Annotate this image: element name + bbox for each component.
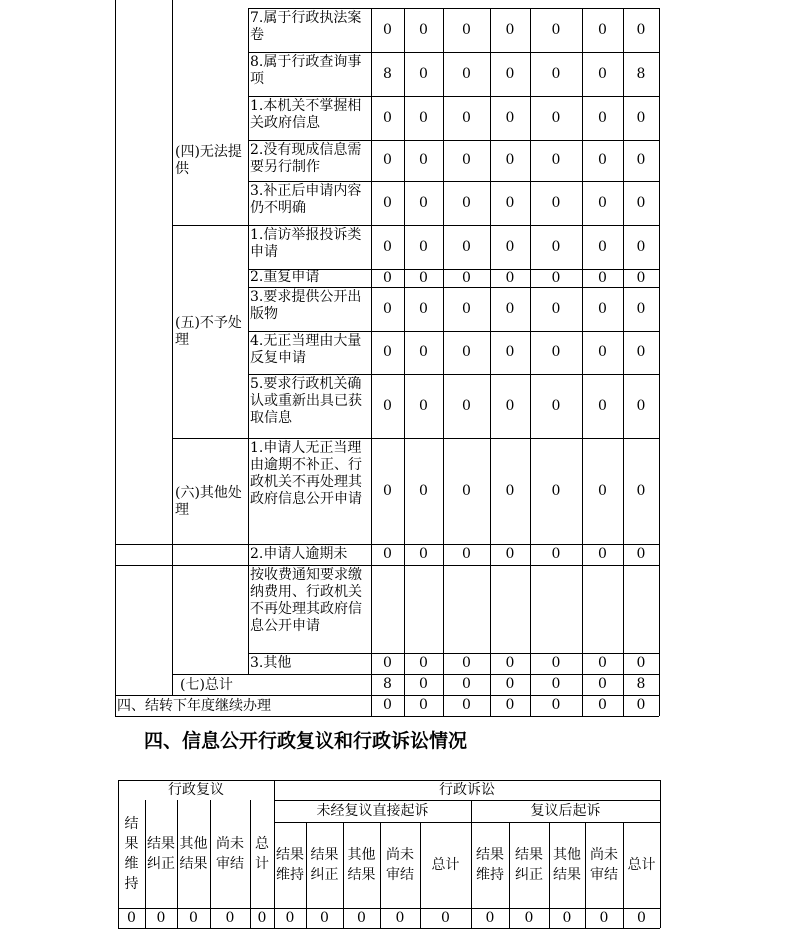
value-cell <box>582 565 623 653</box>
value-cell: 0 <box>383 300 392 317</box>
value-cell: 0 <box>598 344 607 360</box>
value-cell: 0 <box>383 697 392 713</box>
value-cell: 0 <box>505 194 515 211</box>
value-cell: 0 <box>598 546 607 562</box>
reconsideration-col-header: 尚未审结 <box>216 836 244 872</box>
direct-suit-col-header: 总计 <box>431 857 460 873</box>
value-cell: 0 <box>505 65 515 82</box>
direct-suit-col-header: 其他结果 <box>347 847 376 883</box>
value-cell <box>490 565 530 653</box>
grid-line <box>115 0 116 565</box>
value-cell: 0 <box>419 397 428 414</box>
value-cell: 0 <box>383 482 392 499</box>
value-cell: 0 <box>383 194 392 211</box>
value-cell: 0 <box>383 655 392 671</box>
value-cell: 0 <box>383 546 392 562</box>
row-label: (七)总计 <box>180 676 233 693</box>
value-cell: 0 <box>551 109 561 126</box>
group-label: (六)其他处理 <box>175 484 242 518</box>
value-cell: 0 <box>551 194 561 211</box>
value-cell: 0 <box>462 482 471 499</box>
value-cell: 0 <box>127 909 136 926</box>
value-cell: 0 <box>225 909 235 926</box>
value-cell: 0 <box>551 697 561 713</box>
value-cell: 0 <box>598 65 607 82</box>
value-cell <box>530 565 582 653</box>
value-cell: 0 <box>551 300 561 317</box>
after-review-col-header: 结果维持 <box>476 847 504 883</box>
after-review-col-header: 尚未审结 <box>590 847 618 883</box>
row-label: 4.无正当理由大量反复申请 <box>250 333 362 366</box>
value-cell: 0 <box>551 655 561 671</box>
direct-suit-col-header: 结果维持 <box>276 847 304 883</box>
value-cell: 0 <box>598 269 607 286</box>
value-cell: 0 <box>598 152 607 168</box>
row-label: 7.属于行政执法案卷 <box>250 10 362 43</box>
grid-line <box>118 928 660 929</box>
value-cell: 0 <box>462 194 471 211</box>
grid-line <box>659 565 660 716</box>
value-cell: 0 <box>462 109 471 126</box>
value-cell: 0 <box>419 238 428 255</box>
value-cell: 0 <box>505 238 515 255</box>
value-cell: 8 <box>383 676 392 692</box>
value-cell: 0 <box>505 344 515 360</box>
value-cell: 0 <box>598 194 607 211</box>
value-cell: 0 <box>551 397 561 414</box>
value-cell: 0 <box>383 109 392 126</box>
value-cell: 0 <box>383 152 392 168</box>
value-cell <box>443 565 490 653</box>
value-cell: 0 <box>637 909 646 926</box>
after-review-col-header: 结果纠正 <box>515 847 543 883</box>
value-cell: 0 <box>551 238 561 255</box>
value-cell: 0 <box>485 909 495 926</box>
value-cell: 0 <box>419 194 428 211</box>
value-cell: 8 <box>383 65 392 82</box>
value-cell: 0 <box>462 344 471 360</box>
direct-suit-col-header: 结果纠正 <box>310 847 339 883</box>
value-cell: 0 <box>636 269 646 286</box>
value-cell: 0 <box>551 344 561 360</box>
row-label: 按收费通知要求缴纳费用、行政机关不再处理其政府信息公开申请 <box>250 567 362 634</box>
value-cell: 0 <box>419 65 428 82</box>
value-cell: 0 <box>383 397 392 414</box>
value-cell: 0 <box>598 676 607 692</box>
row-label: 2.没有现成信息需要另行制作 <box>250 142 362 175</box>
value-cell: 0 <box>598 482 607 499</box>
value-cell: 0 <box>156 909 166 926</box>
value-cell: 0 <box>505 269 515 286</box>
value-cell: 0 <box>462 238 471 255</box>
value-cell: 0 <box>257 909 267 926</box>
value-cell: 0 <box>383 344 392 360</box>
direct-suit-header: 未经复议直接起诉 <box>316 802 429 819</box>
value-cell: 0 <box>636 194 646 211</box>
value-cell: 0 <box>505 697 515 713</box>
value-cell <box>623 565 659 653</box>
value-cell: 0 <box>320 909 329 926</box>
value-cell: 0 <box>383 238 392 255</box>
value-cell: 0 <box>505 397 515 414</box>
value-cell: 0 <box>636 546 646 562</box>
value-cell: 0 <box>636 397 646 414</box>
row-label: 1.本机关不掌握相关政府信息 <box>250 98 362 131</box>
value-cell: 0 <box>419 269 428 286</box>
value-cell: 8 <box>636 65 646 82</box>
value-cell: 0 <box>505 546 515 562</box>
value-cell: 0 <box>636 109 646 126</box>
value-cell: 0 <box>551 546 561 562</box>
value-cell: 0 <box>505 300 515 317</box>
value-cell: 0 <box>419 21 428 38</box>
value-cell <box>404 565 443 653</box>
row-label: 3.其他 <box>250 655 292 671</box>
value-cell: 8 <box>636 676 646 692</box>
value-cell: 0 <box>524 909 534 926</box>
value-cell: 0 <box>419 676 428 692</box>
value-cell: 0 <box>441 909 450 926</box>
value-cell: 0 <box>636 300 646 317</box>
value-cell: 0 <box>598 397 607 414</box>
value-cell: 0 <box>551 482 561 499</box>
value-cell: 0 <box>598 655 607 671</box>
grid-line <box>115 716 659 717</box>
reconsideration-header: 行政复议 <box>168 781 224 798</box>
row-label: 3.补正后申请内容仍不明确 <box>250 183 362 216</box>
group-label: (五)不予处理 <box>175 314 242 348</box>
reconsideration-col-header: 结果维持 <box>124 816 139 892</box>
after-review-col-header: 其他结果 <box>553 847 581 883</box>
grid-line <box>659 8 660 565</box>
value-cell: 0 <box>598 21 607 38</box>
group-label: (四)无法提供 <box>175 143 242 177</box>
value-cell: 0 <box>505 109 515 126</box>
value-cell: 0 <box>383 269 392 286</box>
value-cell: 0 <box>462 300 471 317</box>
value-cell: 0 <box>636 152 646 168</box>
value-cell: 0 <box>419 482 428 499</box>
row-label: 3.要求提供公开出版物 <box>250 289 362 322</box>
section-heading: 四、信息公开行政复议和行政诉讼情况 <box>144 730 468 752</box>
value-cell: 0 <box>505 152 515 168</box>
row-label: 1.申请人无正当理由逾期不补正、行政机关不再处理其政府信息公开申请 <box>250 440 362 507</box>
reconsideration-col-header: 其他结果 <box>179 836 208 872</box>
direct-suit-col-header: 尚未审结 <box>386 847 414 883</box>
value-cell: 0 <box>419 344 428 360</box>
value-cell: 0 <box>189 909 198 926</box>
after-review-header: 复议后起诉 <box>530 802 601 819</box>
value-cell <box>371 565 404 653</box>
value-cell: 0 <box>505 21 515 38</box>
value-cell: 0 <box>636 697 646 713</box>
value-cell: 0 <box>598 238 607 255</box>
row-label: 2.申请人逾期未 <box>250 546 348 562</box>
value-cell: 0 <box>419 152 428 168</box>
value-cell: 0 <box>598 109 607 126</box>
value-cell: 0 <box>551 21 561 38</box>
row-label: 5.要求行政机关确认或重新出具已获取信息 <box>250 376 362 426</box>
value-cell: 0 <box>462 152 471 168</box>
value-cell: 0 <box>462 65 471 82</box>
value-cell: 0 <box>636 21 646 38</box>
value-cell: 0 <box>357 909 366 926</box>
value-cell: 0 <box>505 655 515 671</box>
reconsideration-col-header: 总计 <box>255 836 269 872</box>
value-cell: 0 <box>551 676 561 692</box>
value-cell: 0 <box>383 21 392 38</box>
value-cell: 0 <box>462 269 471 286</box>
value-cell: 0 <box>505 676 515 692</box>
value-cell: 0 <box>462 655 471 671</box>
grid-line <box>115 565 116 716</box>
value-cell: 0 <box>551 152 561 168</box>
value-cell: 0 <box>462 397 471 414</box>
value-cell: 0 <box>462 21 471 38</box>
after-review-col-header: 总计 <box>627 857 656 873</box>
value-cell: 0 <box>462 676 471 692</box>
litigation-header: 行政诉讼 <box>439 781 495 798</box>
value-cell: 0 <box>285 909 295 926</box>
value-cell: 0 <box>462 546 471 562</box>
value-cell: 0 <box>462 697 471 713</box>
value-cell: 0 <box>419 109 428 126</box>
value-cell: 0 <box>562 909 572 926</box>
row-label: 四、结转下年度继续办理 <box>117 697 271 714</box>
value-cell: 0 <box>505 482 515 499</box>
value-cell: 0 <box>419 655 428 671</box>
value-cell: 0 <box>395 909 405 926</box>
row-label: 1.信访举报投诉类申请 <box>250 227 362 260</box>
value-cell: 0 <box>419 546 428 562</box>
value-cell: 0 <box>636 238 646 255</box>
value-cell: 0 <box>551 65 561 82</box>
value-cell: 0 <box>551 269 561 286</box>
row-label: 2.重复申请 <box>250 269 320 285</box>
value-cell: 0 <box>636 655 646 671</box>
value-cell: 0 <box>419 300 428 317</box>
row-label: 8.属于行政查询事项 <box>250 54 362 87</box>
value-cell: 0 <box>598 697 607 713</box>
value-cell: 0 <box>636 344 646 360</box>
grid-line <box>660 780 661 928</box>
value-cell: 0 <box>599 909 609 926</box>
value-cell: 0 <box>419 697 428 713</box>
value-cell: 0 <box>598 300 607 317</box>
value-cell: 0 <box>636 482 646 499</box>
reconsideration-col-header: 结果纠正 <box>147 836 175 872</box>
